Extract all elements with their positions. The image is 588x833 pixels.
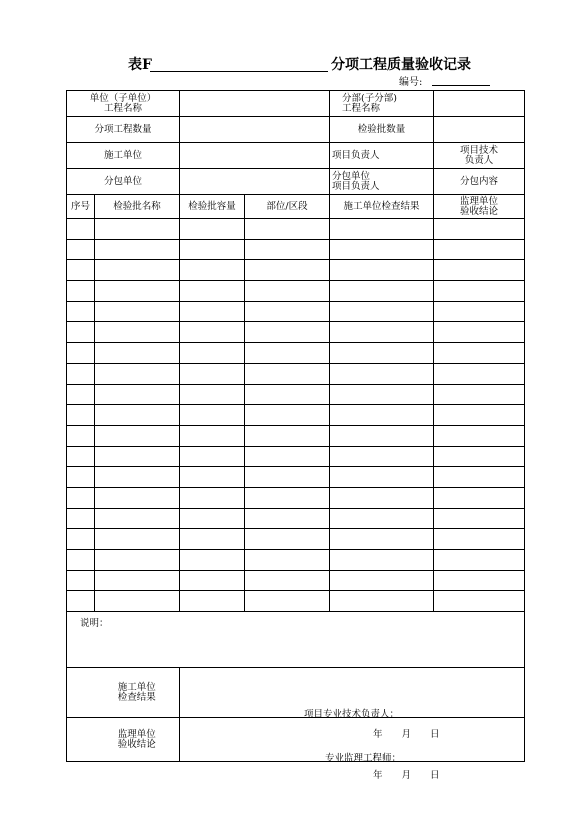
table-cell[interactable] xyxy=(434,363,525,384)
table-cell[interactable] xyxy=(330,425,434,446)
supervision-signoff-area[interactable] xyxy=(180,718,525,781)
table-cell[interactable] xyxy=(67,363,95,384)
table-cell[interactable] xyxy=(330,260,434,281)
table-row xyxy=(67,487,525,508)
table-cell[interactable] xyxy=(95,550,180,571)
construction-unit-label: 施工单位 xyxy=(67,143,180,169)
table-cell[interactable] xyxy=(67,343,95,364)
table-cell[interactable] xyxy=(245,219,330,240)
table-cell[interactable] xyxy=(330,550,434,571)
unit-project-label: 单位（子单位） 工程名称 xyxy=(67,91,180,117)
table-cell[interactable] xyxy=(180,591,245,612)
table-cell[interactable] xyxy=(67,425,95,446)
form-code: 表F xyxy=(128,57,152,73)
table-cell[interactable] xyxy=(67,550,95,571)
table-cell[interactable] xyxy=(330,322,434,343)
table-cell[interactable] xyxy=(434,322,525,343)
table-cell[interactable] xyxy=(245,343,330,364)
column-header: 序号 xyxy=(67,195,95,219)
batch-quantity-label: 检验批数量 xyxy=(330,117,434,143)
table-cell[interactable] xyxy=(67,239,95,260)
table-cell[interactable] xyxy=(95,322,180,343)
table-cell[interactable] xyxy=(330,363,434,384)
table-cell[interactable] xyxy=(95,591,180,612)
table-cell[interactable] xyxy=(434,405,525,426)
table-cell[interactable] xyxy=(95,219,180,240)
table-cell[interactable] xyxy=(245,550,330,571)
table-row xyxy=(67,322,525,343)
sub-division-field[interactable] xyxy=(434,91,525,117)
table-cell[interactable] xyxy=(95,467,180,488)
table-cell[interactable] xyxy=(434,570,525,591)
table-cell[interactable] xyxy=(434,425,525,446)
table-cell[interactable] xyxy=(180,467,245,488)
notes-area[interactable] xyxy=(67,612,525,668)
project-leader-label: 项目负责人 xyxy=(330,143,434,169)
acceptance-form xyxy=(66,90,524,783)
table-cell[interactable] xyxy=(434,301,525,322)
table-cell[interactable] xyxy=(95,425,180,446)
table-cell[interactable] xyxy=(245,322,330,343)
table-cell[interactable] xyxy=(245,405,330,426)
table-cell[interactable] xyxy=(95,363,180,384)
table-cell[interactable] xyxy=(245,281,330,302)
table-cell[interactable] xyxy=(434,446,525,467)
table-cell[interactable] xyxy=(330,219,434,240)
table-cell[interactable] xyxy=(180,384,245,405)
table-cell[interactable] xyxy=(180,405,245,426)
form-table xyxy=(66,90,525,781)
table-row xyxy=(67,467,525,488)
table-cell[interactable] xyxy=(67,281,95,302)
table-cell[interactable] xyxy=(330,446,434,467)
table-cell[interactable] xyxy=(67,591,95,612)
supervision-date: 年 月 日 xyxy=(373,769,440,781)
table-cell[interactable] xyxy=(330,281,434,302)
table-cell[interactable] xyxy=(434,281,525,302)
column-header: 部位/区段 xyxy=(245,195,330,219)
batch-quantity-field[interactable] xyxy=(434,117,525,143)
table-cell[interactable] xyxy=(95,384,180,405)
table-row xyxy=(67,384,525,405)
table-cell[interactable] xyxy=(245,529,330,550)
table-cell[interactable] xyxy=(67,219,95,240)
table-cell[interactable] xyxy=(67,405,95,426)
table-cell[interactable] xyxy=(67,301,95,322)
table-cell[interactable] xyxy=(330,467,434,488)
table-cell[interactable] xyxy=(67,570,95,591)
construction-date: 年 月 日 xyxy=(373,728,440,740)
table-cell[interactable] xyxy=(330,508,434,529)
table-cell[interactable] xyxy=(180,239,245,260)
table-row xyxy=(67,591,525,612)
construction-signoff-area[interactable] xyxy=(180,668,525,740)
subcontractor-field[interactable] xyxy=(180,169,330,195)
table-cell[interactable] xyxy=(95,405,180,426)
table-cell[interactable] xyxy=(180,446,245,467)
table-header-row xyxy=(67,195,525,219)
table-cell[interactable] xyxy=(180,301,245,322)
table-cell[interactable] xyxy=(245,446,330,467)
title-fill-line xyxy=(150,71,328,72)
table-cell[interactable] xyxy=(67,508,95,529)
table-cell[interactable] xyxy=(330,384,434,405)
supervision-conclusion-label: 监理单位 验收结论 xyxy=(95,718,180,762)
construction-unit-field[interactable] xyxy=(180,143,330,169)
table-cell[interactable] xyxy=(434,239,525,260)
table-cell[interactable] xyxy=(330,487,434,508)
column-header: 检验批容量 xyxy=(180,195,245,219)
table-cell[interactable] xyxy=(330,570,434,591)
table-cell[interactable] xyxy=(95,529,180,550)
table-cell[interactable] xyxy=(434,343,525,364)
item-quantity-field[interactable] xyxy=(180,117,330,143)
table-cell[interactable] xyxy=(245,508,330,529)
table-cell[interactable] xyxy=(180,363,245,384)
table-cell[interactable] xyxy=(434,384,525,405)
table-cell[interactable] xyxy=(245,363,330,384)
table-cell[interactable] xyxy=(245,425,330,446)
table-cell[interactable] xyxy=(180,508,245,529)
table-cell[interactable] xyxy=(180,570,245,591)
table-cell[interactable] xyxy=(245,384,330,405)
table-cell[interactable] xyxy=(180,219,245,240)
table-row xyxy=(67,405,525,426)
table-cell[interactable] xyxy=(67,467,95,488)
table-row xyxy=(67,301,525,322)
table-row xyxy=(67,446,525,467)
table-cell[interactable] xyxy=(180,487,245,508)
table-cell[interactable] xyxy=(245,591,330,612)
table-cell[interactable] xyxy=(67,322,95,343)
table-cell[interactable] xyxy=(434,260,525,281)
table-cell[interactable] xyxy=(245,301,330,322)
tech-leader-label: 项目技术 负责人 xyxy=(434,143,525,169)
sub-division-label: 分部(子分部) 工程名称 xyxy=(330,91,434,117)
construction-result-label: 施工单位 检查结果 xyxy=(95,668,180,718)
table-cell[interactable] xyxy=(95,343,180,364)
table-cell[interactable] xyxy=(330,591,434,612)
table-cell[interactable] xyxy=(67,529,95,550)
unit-project-field[interactable] xyxy=(180,91,330,117)
inspection-rows xyxy=(67,219,525,612)
column-header: 施工单位检查结果 xyxy=(330,195,434,219)
table-row xyxy=(67,363,525,384)
table-cell[interactable] xyxy=(95,508,180,529)
subcontractor-label: 分包单位 xyxy=(67,169,180,195)
table-cell[interactable] xyxy=(434,591,525,612)
table-cell[interactable] xyxy=(434,487,525,508)
table-cell[interactable] xyxy=(330,405,434,426)
table-row xyxy=(67,219,525,240)
table-row xyxy=(67,570,525,591)
table-cell[interactable] xyxy=(95,570,180,591)
page-title: 分项工程质量验收记录 xyxy=(331,57,471,73)
serial-number-label: 编号: xyxy=(399,77,423,88)
table-cell[interactable] xyxy=(180,260,245,281)
table-cell[interactable] xyxy=(180,529,245,550)
table-cell[interactable] xyxy=(245,260,330,281)
item-quantity-label: 分项工程数量 xyxy=(67,117,180,143)
table-row xyxy=(67,343,525,364)
table-cell[interactable] xyxy=(330,301,434,322)
table-row xyxy=(67,550,525,571)
sub-content-label: 分包内容 xyxy=(434,169,525,195)
table-row xyxy=(67,239,525,260)
table-row xyxy=(67,425,525,446)
table-cell[interactable] xyxy=(434,550,525,571)
table-cell[interactable] xyxy=(330,343,434,364)
table-cell[interactable] xyxy=(95,260,180,281)
notes-label: 说明： xyxy=(80,618,109,630)
table-cell[interactable] xyxy=(245,467,330,488)
table-row xyxy=(67,260,525,281)
construction-signer-label: 项目专业技术负责人： xyxy=(304,708,400,720)
table-cell[interactable] xyxy=(180,425,245,446)
table-cell[interactable] xyxy=(95,281,180,302)
table-cell[interactable] xyxy=(245,239,330,260)
table-cell[interactable] xyxy=(180,343,245,364)
column-header: 检验批名称 xyxy=(95,195,180,219)
table-cell[interactable] xyxy=(95,446,180,467)
table-row xyxy=(67,508,525,529)
table-cell[interactable] xyxy=(245,570,330,591)
table-cell[interactable] xyxy=(330,529,434,550)
table-cell[interactable] xyxy=(95,301,180,322)
sub-project-leader-label: 分包单位 项目负责人 xyxy=(330,169,434,195)
table-cell[interactable] xyxy=(434,219,525,240)
table-cell[interactable] xyxy=(67,260,95,281)
table-cell[interactable] xyxy=(180,322,245,343)
table-row xyxy=(67,529,525,550)
table-cell[interactable] xyxy=(434,529,525,550)
table-cell[interactable] xyxy=(330,239,434,260)
table-cell[interactable] xyxy=(434,467,525,488)
table-cell[interactable] xyxy=(245,487,330,508)
table-cell[interactable] xyxy=(67,487,95,508)
column-header: 监理单位 验收结论 xyxy=(434,195,525,219)
table-cell[interactable] xyxy=(180,550,245,571)
serial-number-line[interactable] xyxy=(432,85,490,86)
table-cell[interactable] xyxy=(180,281,245,302)
table-cell[interactable] xyxy=(95,239,180,260)
supervision-signer-label: 专业监理工程师： xyxy=(325,752,402,764)
table-cell[interactable] xyxy=(67,446,95,467)
table-cell[interactable] xyxy=(67,384,95,405)
table-row xyxy=(67,281,525,302)
table-cell[interactable] xyxy=(95,487,180,508)
table-cell[interactable] xyxy=(434,508,525,529)
